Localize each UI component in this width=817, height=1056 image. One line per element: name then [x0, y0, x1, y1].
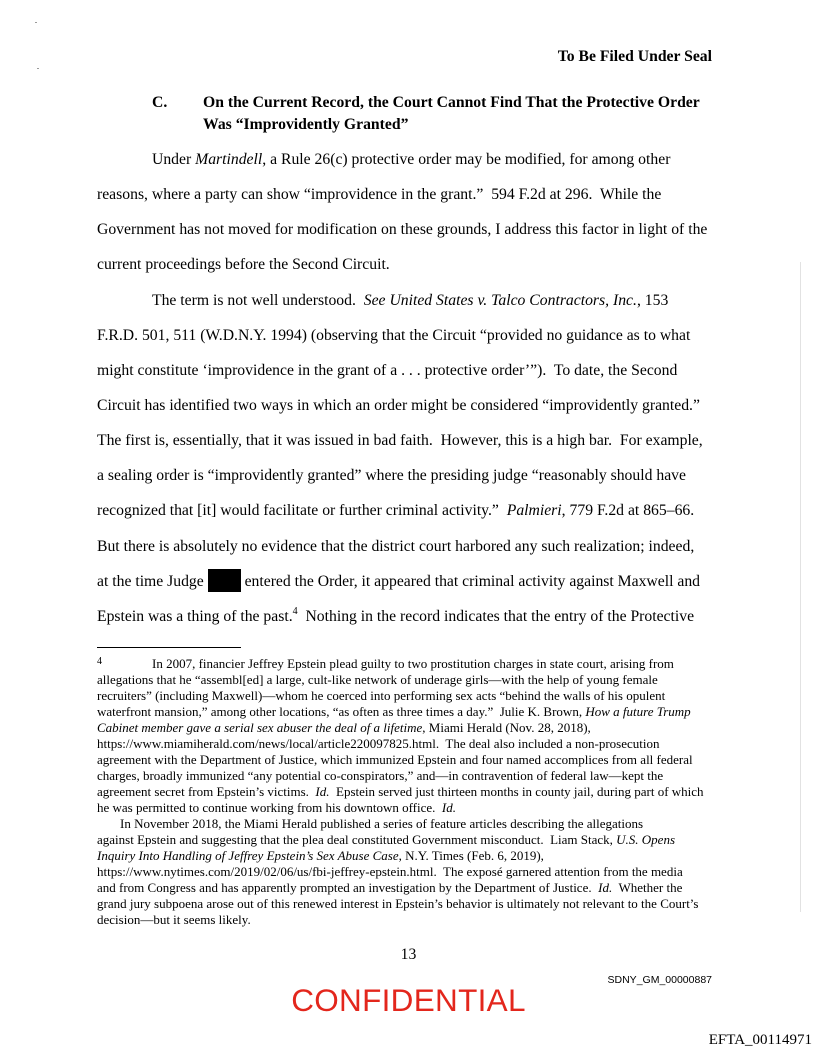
- section-title-line: Was “Improvidently Granted”: [203, 116, 409, 133]
- italic-text: Id.: [315, 784, 330, 799]
- text-run: grand jury subpoena arose out of this renewed interest in Epstein’s behavior is ultimately not relevant to the Court’s: [97, 896, 699, 911]
- footnote-line: [97, 864, 757, 880]
- footnote-line: [97, 688, 757, 704]
- text-run: a sealing order is “improvidently granted” where the presiding judge “reasonably should have: [97, 467, 686, 485]
- text-run: recognized that [it] would facilitate or further criminal activity.”: [97, 502, 507, 520]
- text-run: , a Rule 26(c) protective order may be modified, for among other: [262, 151, 671, 168]
- footnote-line: [97, 704, 757, 720]
- text-run: Whether the: [612, 880, 683, 895]
- text-run: The first is, essentially, that it was issued in bad faith. However, this is a high bar. For example,: [97, 432, 703, 450]
- italic-text: How a future Trump: [585, 704, 691, 719]
- bates-number: SDNY_GM_00000887: [607, 974, 712, 986]
- footnote-line: [97, 800, 757, 816]
- footnote-line: [97, 832, 757, 848]
- section-title-line: On the Current Record, the Court Cannot Find That the Protective Order: [203, 94, 700, 111]
- footnote-line: [97, 672, 757, 688]
- text-run: F.R.D. 501, 511 (W.D.N.Y. 1994) (observing that the Circuit “provided no guidance as to what: [97, 326, 691, 344]
- footnote-paragraph: [97, 656, 757, 816]
- footnote-line: [97, 784, 757, 800]
- seal-notice: To Be Filed Under Seal: [557, 48, 712, 65]
- body-line: [97, 318, 737, 353]
- footnote-line: [97, 768, 757, 784]
- italic-text: See United States v. Talco Contractors, Inc.: [363, 291, 637, 309]
- body-line: [97, 353, 737, 388]
- text-run: agreement with the Department of Justice, which immunized Epstein and four named accomplices from all federal: [97, 752, 693, 767]
- italic-text: Inquiry Into Handling of Jeffrey Epstein’s Sex Abuse Case: [97, 848, 399, 863]
- text-run: at the time Judge: [97, 572, 208, 590]
- text-run: against Epstein and suggesting that the plea deal constituted Government misconduct. Liam Stack,: [97, 832, 617, 847]
- text-run: Government has not moved for modification on these grounds, I address this factor in light of the: [97, 221, 708, 239]
- body-line: [97, 458, 737, 493]
- footnote-text: [97, 656, 757, 928]
- scan-speck: [35, 22, 37, 23]
- text-run: In November 2018, the Miami Herald published a series of feature articles describing the allegations: [120, 816, 644, 831]
- footnote-line: [97, 736, 757, 752]
- body-line: [97, 493, 737, 528]
- text-run: , N.Y. Times (Feb. 6, 2019),: [398, 848, 544, 863]
- body-line: [97, 388, 737, 423]
- text-run: https://www.miamiherald.com/news/local/article220097825.html. The deal also included a non-prosecution: [97, 736, 660, 751]
- body-line: [97, 212, 737, 247]
- italic-text: Martindell: [195, 151, 263, 168]
- footnote: [97, 656, 757, 928]
- footnote-paragraph: [97, 816, 757, 928]
- section-heading: [152, 92, 732, 136]
- text-run: current proceedings before the Second Circuit.: [97, 256, 390, 274]
- footnote-line: [97, 720, 757, 736]
- footnote-line: [97, 896, 757, 912]
- section-title: [203, 92, 700, 136]
- body-line: [97, 529, 737, 564]
- text-run: In 2007, financier Jeffrey Epstein plead guilty to two prostitution charges in state court, arising from: [152, 656, 674, 671]
- footnote-line: [97, 752, 757, 768]
- body-line: [97, 177, 737, 212]
- footnote-line: [97, 912, 757, 928]
- footnote-line: [97, 880, 757, 896]
- text-run: waterfront mansion,” among other locations, “as often as three times a day.” Julie K. Brown,: [97, 704, 586, 719]
- body-line: [97, 423, 737, 458]
- redaction-box: [208, 569, 241, 592]
- text-run: , 779 F.2d at 865–66.: [561, 502, 695, 520]
- footnote-number: 4: [97, 656, 102, 667]
- efta-id: EFTA_00114971: [708, 1032, 812, 1048]
- text-run: Epstein was a thing of the past.: [97, 607, 293, 625]
- footnote-reference: 4: [292, 605, 298, 617]
- body-text: [97, 142, 737, 634]
- scan-speck: [37, 68, 39, 69]
- footnote-line: [97, 656, 757, 672]
- text-run: Epstein served just thirteen months in county jail, during part of which: [329, 784, 704, 799]
- text-run: , 153: [636, 291, 669, 309]
- body-line: [97, 142, 737, 177]
- body-line: [97, 564, 737, 599]
- footnote-line: [97, 816, 757, 832]
- text-run: and from Congress and has apparently prompted an investigation by the Department of Justice.: [97, 880, 599, 895]
- text-run: allegations that he “assembl[ed] a large, cult-like network of underage girls—with the help of young female: [97, 672, 658, 687]
- italic-text: Id.: [598, 880, 613, 895]
- footnote-line: [97, 848, 757, 864]
- text-run: agreement secret from Epstein’s victims.: [97, 784, 316, 799]
- text-run: https://www.nytimes.com/2019/02/06/us/fbi-jeffrey-epstein.html. The exposé garnered attention from the media: [97, 864, 683, 879]
- italic-text: Id.: [441, 800, 457, 815]
- text-run: recruiters” (including Maxwell)—whom he coerced into performing sex acts “behind the walls of his opulent: [97, 688, 666, 703]
- body-line: [97, 283, 737, 318]
- body-line: [97, 599, 737, 634]
- scan-edge-line: [800, 262, 801, 912]
- italic-text: Palmieri: [506, 502, 562, 520]
- body-paragraph: [97, 283, 737, 634]
- text-run: he was permitted to continue working from his downtown office.: [97, 800, 442, 815]
- text-run: might constitute ‘improvidence in the grant of a . . . protective order’”). To date, the Second: [97, 361, 678, 379]
- footnote-separator: [97, 647, 241, 648]
- body-line: [97, 247, 737, 282]
- italic-text: Cabinet member gave a serial sex abuser the deal of a lifetime: [97, 720, 423, 735]
- text-run: Nothing in the record indicates that the entry of the Protective: [297, 607, 695, 625]
- text-run: reasons, where a party can show “improvidence in the grant.” 594 F.2d at 296. While the: [97, 186, 662, 204]
- text-run: , Miami Herald (Nov. 28, 2018),: [422, 720, 591, 735]
- italic-text: U.S. Opens: [616, 832, 676, 847]
- text-run: Under: [152, 151, 196, 168]
- body-paragraph: [97, 142, 737, 283]
- text-run: entered the Order, it appeared that criminal activity against Maxwell and: [240, 572, 701, 590]
- text-run: decision—but it seems likely.: [97, 912, 251, 927]
- text-run: But there is absolutely no evidence that the district court harbored any such realization; indeed,: [97, 537, 695, 555]
- text-run: Circuit has identified two ways in which an order might be considered “improvidently granted.”: [97, 396, 700, 414]
- section-letter: C.: [152, 94, 168, 111]
- confidential-stamp: CONFIDENTIAL: [291, 982, 526, 1018]
- page-number: 13: [400, 946, 417, 963]
- text-run: charges, broadly immunized “any potential co-conspirators,” and—in contravention of federal law—kept the: [97, 768, 664, 783]
- text-run: The term is not well understood.: [152, 291, 364, 309]
